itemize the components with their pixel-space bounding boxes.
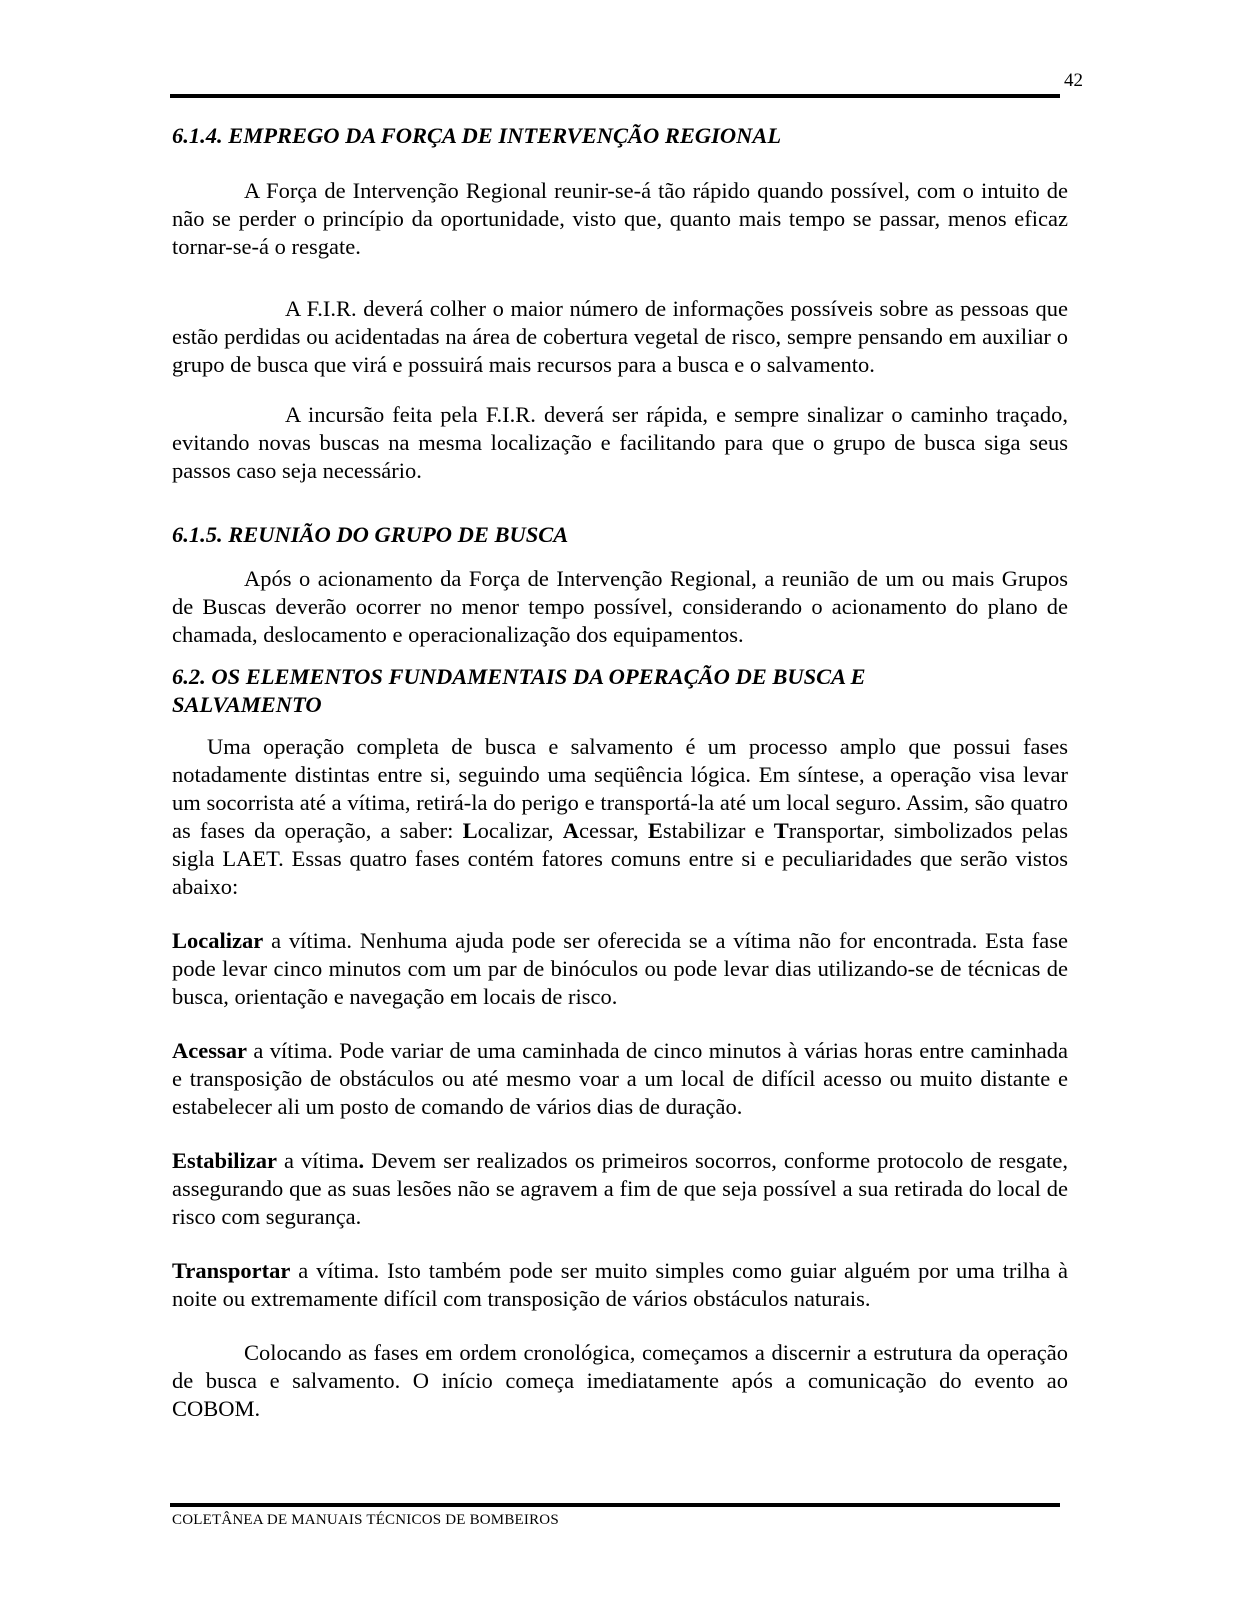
paragraph: A incursão feita pela F.I.R. deverá ser rápida, e sempre sinalizar o caminho traçado, evitando novas buscas na mesma localização e facilitando para que o grupo de busca siga seus passos caso seja necessário. — [172, 402, 1068, 483]
page-number: 42 — [1064, 70, 1083, 91]
page-footer: COLETÂNEA DE MANUAIS TÉCNICOS DE BOMBEIROS — [172, 1512, 559, 1528]
period: . — [358, 1148, 365, 1173]
intro-text: , simbolizados pelas sigla LAET. Essas quatro fases contém fatores comuns entre si e peculiaridades que serão vistos abaixo: — [172, 818, 1068, 899]
paragraph-acessar — [172, 1037, 1068, 1121]
phase-letter: L — [462, 818, 478, 843]
phase-rest: ransportar — [788, 818, 880, 843]
paragraph-intro — [172, 733, 1068, 901]
paragraph-text: a vítima. Pode variar de uma caminhada de cinco minutos à várias horas entre caminhada e transposição de obstáculos ou até mesmo voar a um local de difícil acesso ou muito distante e estabelecer ali um posto de comando de vários dias de duração. — [172, 1038, 1068, 1119]
section-heading-6-1-4: 6.1.4. EMPREGO DA FORÇA DE INTERVENÇÃO REGIONAL — [172, 123, 782, 148]
section-heading-6-1-5: 6.1.5. REUNIÃO DO GRUPO DE BUSCA — [172, 522, 569, 547]
phase-letter: E — [647, 818, 663, 843]
paragraph-transportar — [172, 1257, 1068, 1313]
paragraph-text: a vítima. Isto também pode ser muito simples como guiar alguém por uma trilha à noite ou extremamente difícil com transposição de vários obstáculos naturais. — [172, 1258, 1068, 1311]
lead-term: Transportar — [172, 1258, 291, 1283]
section-heading-6-2: 6.2. OS ELEMENTOS FUNDAMENTAIS DA OPERAÇÃO DE BUSCA E SALVAMENTO — [172, 664, 866, 717]
phase-letter: T — [773, 818, 789, 843]
lead-term: Localizar — [172, 928, 264, 953]
paragraph: Após o acionamento da Força de Intervenção Regional, a reunião de um ou mais Grupos de Buscas deverão ocorrer no menor tempo possível, considerando o acionamento do plano de chamada, deslocamento e operacionalização dos equipamentos. — [172, 566, 1068, 647]
page-body — [172, 118, 1068, 1423]
paragraph: Colocando as fases em ordem cronológica, começamos a discernir a estrutura da operação de busca e salvamento. O início começa imediatamente após a comunicação do evento ao COBOM. — [172, 1340, 1068, 1421]
phase-rest: cessar — [578, 818, 634, 843]
intro-text: Uma operação completa de busca e salvamento é um processo amplo que possui fases notadamente distintas entre si, seguindo uma seqüência lógica. Em síntese, a operação visa levar um socorrista até a vítima, retirá-la do perigo e transportá-la até um local seguro. Assim, são quatro as fases da operação, a saber: — [172, 734, 1068, 843]
paragraph-text: Devem ser realizados os primeiros socorros, conforme protocolo de resgate, assegurando que as suas lesões não se agravem a fim de que seja possível a sua retirada do local de risco com segurança. — [172, 1148, 1068, 1229]
paragraph-estabilizar — [172, 1147, 1068, 1231]
phase-rest: stabilizar — [662, 818, 746, 843]
separator: e — [745, 818, 774, 843]
paragraph-text: a vítima — [277, 1148, 359, 1173]
phase-rest: ocalizar — [477, 818, 548, 843]
lead-term: Acessar — [172, 1038, 247, 1063]
separator: , — [633, 818, 648, 843]
paragraph: A F.I.R. deverá colher o maior número de informações possíveis sobre as pessoas que estão perdidas ou acidentadas na área de cobertura vegetal de risco, sempre pensando em auxiliar o grupo de busca que virá e possuirá mais recursos para a busca e o salvamento. — [172, 296, 1068, 377]
paragraph-localizar — [172, 927, 1068, 1011]
footer-rule — [170, 1503, 1060, 1507]
header-rule — [170, 94, 1060, 98]
lead-term: Estabilizar — [172, 1148, 277, 1173]
separator: , — [547, 818, 563, 843]
phase-letter: A — [562, 818, 579, 843]
paragraph: A Força de Intervenção Regional reunir-se-á tão rápido quando possível, com o intuito de não se perder o princípio da oportunidade, visto que, quanto mais tempo se passar, menos eficaz tornar-se-á o resgate. — [172, 178, 1068, 259]
paragraph-text: a vítima. Nenhuma ajuda pode ser oferecida se a vítima não for encontrada. Esta fase pode levar cinco minutos com um par de binóculos ou pode levar dias utilizando-se de técnicas de busca, orientação e navegação em locais de risco. — [172, 928, 1068, 1009]
